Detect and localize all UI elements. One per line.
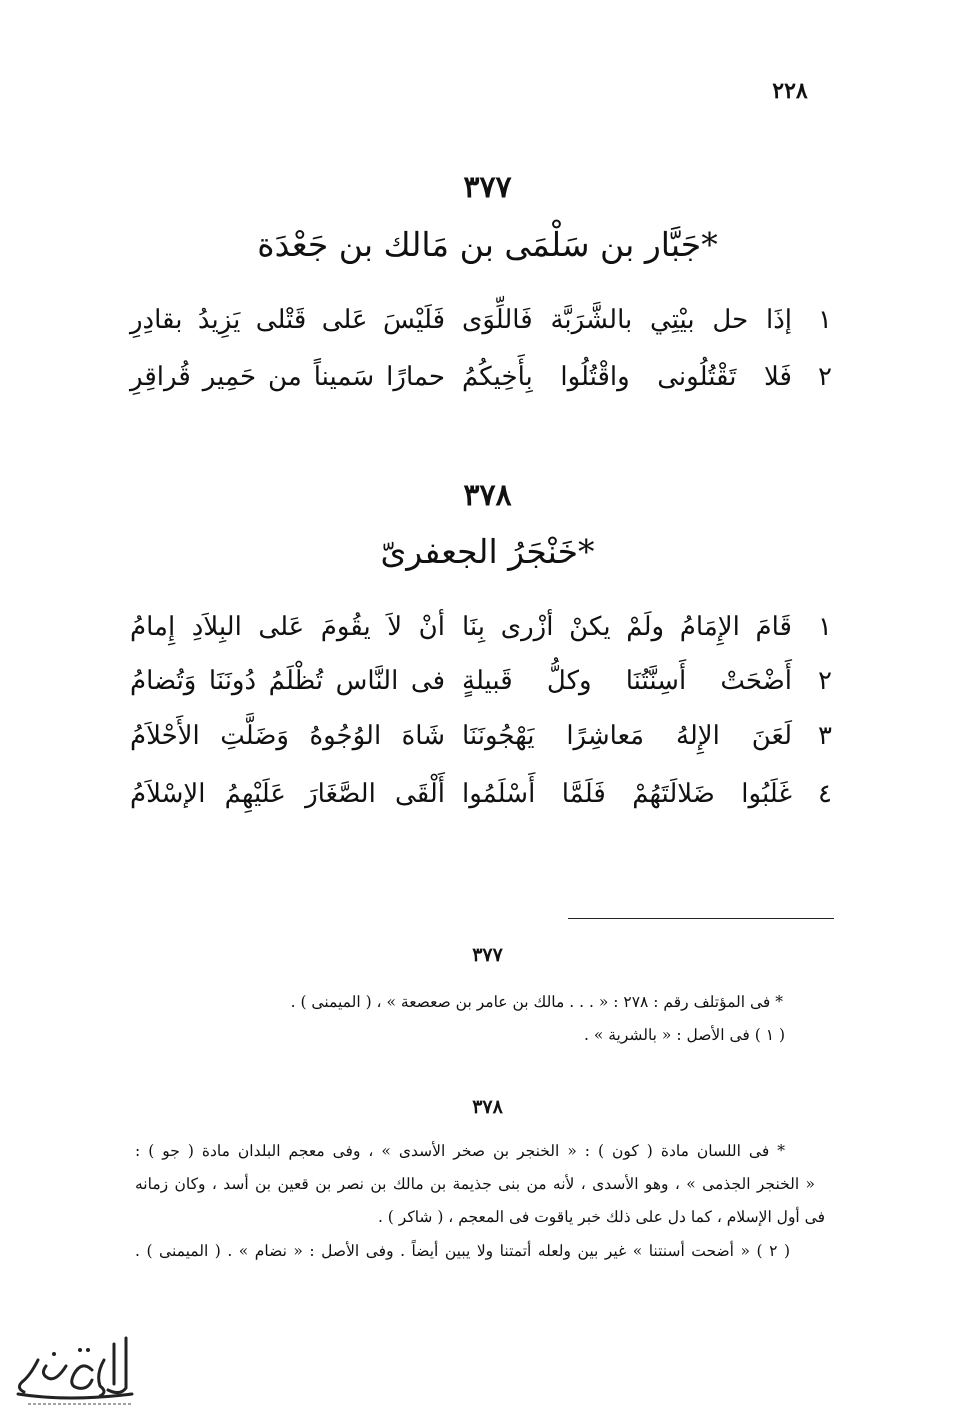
- footnote-section-number: ٣٧٨: [472, 1096, 503, 1118]
- footnote-line: ( ٢ ) « أضحت أسنتنا » غير بين ولعله أتمتنا ولا يبين أيضاً . وفى الأصل : « نضام » . ( الميمنى ) .: [135, 1242, 790, 1260]
- verse-line: [130, 666, 840, 712]
- first-hemistich: قَامَ الإِمَامُ ولَمْ يكنْ أزْرى بِنَا: [462, 612, 792, 642]
- footnote-line: * فى اللسان مادة ( كون ) : « الخنجر بن صخر الأسدى » ، وفى معجم البلدان مادة ( جو ) :: [135, 1142, 786, 1160]
- poem-title: جَبَّار بن سَلْمَى بن مَالك بن جَعْدَة*: [257, 225, 718, 264]
- second-hemistich: فَلَيْسَ عَلى قَتْلى يَزِيدُ بقادِرِ: [130, 305, 445, 335]
- first-hemistich: أَضْحَتْ أَسِنَّتُنَا وكلُّ قَبيلةٍ: [462, 666, 792, 696]
- verse-line: [130, 721, 840, 767]
- verse-number: ٢: [818, 666, 832, 696]
- second-hemistich: حمارًا سَميناً من حَمِير قُراقِرِ: [130, 362, 445, 392]
- footnote-line: * فى المؤتلف رقم : ٢٧٨ : « . . . مالك بن عامر بن صعصعة » ، ( الميمنى ) .: [290, 993, 783, 1011]
- second-hemistich: أَلْقَى الصَّغَارَ عَلَيْهِمُ الإسْلاَمُ: [130, 779, 445, 809]
- verse-number: ١: [818, 305, 832, 335]
- verse-number: ٢: [818, 362, 832, 392]
- library-stamp-logo: [8, 1330, 143, 1410]
- verse-number: ٤: [818, 779, 832, 809]
- verse-line: [130, 305, 840, 351]
- footnote-line: فى أول الإسلام ، كما دل على ذلك خبر ياقوت فى المعجم ، ( شاكر ) .: [377, 1208, 825, 1226]
- verse-line: [130, 779, 840, 825]
- verse-number: ١: [818, 612, 832, 642]
- first-hemistich: غَلَبُوا ضَلالَتَهُمْ فَلَمَّا أَسْلَمُوا: [462, 779, 792, 809]
- page-number: ٢٢٨: [772, 78, 808, 104]
- poem-title: خَنْجَرُ الجعفرىّ*: [380, 532, 595, 571]
- verse-number: ٣: [818, 721, 832, 751]
- verse-line: [130, 612, 840, 658]
- first-hemistich: فَلا تَقْتُلُونى واقْتُلُوا بِأَخِيكُمُ: [462, 362, 792, 392]
- first-hemistich: إذَا حل بيْتِي بالشَّرَبَّة فَاللِّوَى: [462, 305, 792, 335]
- first-hemistich: لَعَنَ الإِلهُ مَعاشِرًا يَهْجُونَنَا: [462, 721, 792, 751]
- footnote-line: « الخنجر الجذمى » ، وهو الأسدى ، لأنه من بنى جذيمة بن مالك بن نصر بن قعين بن أسد ، وكان زمانه: [135, 1175, 815, 1193]
- second-hemistich: أنْ لاَ يقُومَ عَلى البِلاَدِ إِمامُ: [130, 612, 445, 642]
- second-hemistich: فى النَّاس تُظْلَمُ دُونَنَا وَتُضامُ: [130, 666, 445, 696]
- verse-line: [130, 362, 840, 408]
- footnote-divider: [568, 918, 834, 919]
- poem-number: ٣٧٧: [463, 170, 512, 205]
- footnote-line: ( ١ ) فى الأصل : « بالشرية » .: [583, 1026, 785, 1044]
- poem-number: ٣٧٨: [463, 478, 512, 513]
- second-hemistich: شَاهَ الوُجُوهُ وَضَلَّتِ الأَحْلاَمُ: [130, 721, 445, 751]
- footnote-section-number: ٣٧٧: [472, 944, 503, 966]
